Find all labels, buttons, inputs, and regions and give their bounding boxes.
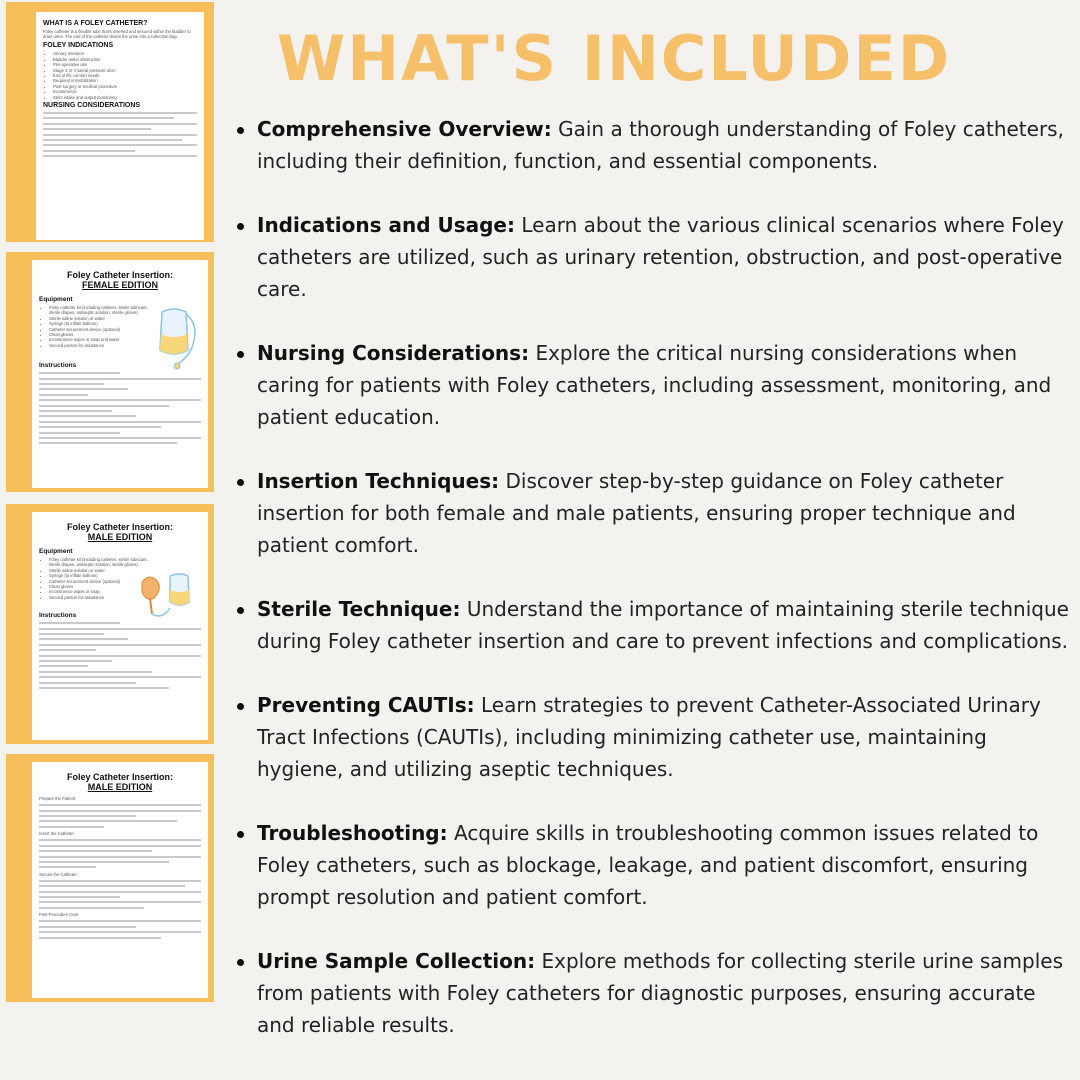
thumb-list — [43, 51, 197, 100]
feature-text: Explore methods for collecting sterile urine samples from patients with Foley catheters for diagnostic purposes, ensuring accurate and reliable results. — [257, 949, 1064, 1037]
thumb-list-item: • Stage 3 or 4 sacral pressure ulcer — [53, 68, 197, 73]
thumb-title-text: Foley Catheter Insertion: — [66, 522, 174, 532]
feature-title: Comprehensive Overview: — [257, 117, 552, 141]
thumb-subheading: Instructions — [39, 612, 77, 620]
thumb-subheading: Equipment — [39, 548, 73, 555]
feature-item — [236, 689, 1070, 785]
thumb-list-item: • Clean gloves — [49, 332, 153, 337]
thumb-section-label: Secure the Catheter: — [39, 871, 78, 877]
thumb-section-label: Insert the Catheter: — [39, 831, 75, 837]
thumb-list-item: • Incontinence — [53, 89, 197, 94]
feature-text: Gain a thorough understanding of Foley catheters, including their definition, function, and essential components. — [257, 117, 1064, 173]
thumb-list-item: • Incontinence wipes or soap — [49, 589, 149, 594]
page-title: WHAT'S INCLUDED — [276, 22, 952, 95]
thumb-text-lines — [43, 112, 197, 157]
thumb-text-lines — [39, 880, 201, 909]
feature-item — [236, 817, 1070, 913]
bladder-catheter-illustration — [136, 568, 194, 624]
feature-title: Nursing Considerations: — [257, 341, 530, 365]
thumb-title — [39, 270, 201, 290]
thumb-list-item: • Urinary retention — [53, 51, 197, 56]
thumb-title — [39, 522, 201, 542]
feature-title: Troubleshooting: — [257, 821, 448, 845]
thumbnail-column — [0, 0, 222, 1080]
thumbnail-page — [32, 260, 208, 488]
thumb-heading: FOLEY INDICATIONS — [43, 42, 114, 50]
feature-item — [236, 465, 1070, 561]
feature-title: Urine Sample Collection: — [257, 949, 536, 973]
thumb-list-item: • Foley catheter kit (including catheter, sterile lubricant, sterile drapes, antiseptic solution, sterile gloves) — [49, 557, 149, 568]
thumb-list — [39, 557, 149, 600]
feature-text: Learn about the various clinical scenarios where Foley catheters are utilized, such as urinary retention, obstruction, and post-operative care. — [257, 213, 1064, 301]
thumb-list-item: • Clean gloves — [49, 584, 149, 589]
thumb-list-item: • Second person for assistance — [49, 595, 149, 600]
feature-title: Insertion Techniques: — [257, 469, 500, 493]
thumbnail-page — [32, 512, 208, 740]
thumb-intro: Foley catheter is a flexible tube that's inserted and secured within the bladder to drain urine. The end of the catheter drains the urine into a collection bag. — [43, 29, 191, 40]
thumb-heading: WHAT IS A FOLEY CATHETER? — [43, 20, 148, 27]
thumb-subheading: Equipment — [39, 296, 73, 303]
thumb-title-text: Foley Catheter Insertion: — [66, 772, 174, 782]
thumb-list-item: • Strict intake and output monitoring — [53, 95, 197, 100]
thumb-section-label: Post-Procedure Care: — [39, 912, 80, 918]
feature-text: Acquire skills in troubleshooting common issues related to Foley catheters, such as blockage, leakage, and patient discomfort, ensuring prompt resolution and patient comfort. — [257, 821, 1039, 909]
feature-item — [236, 337, 1070, 433]
thumb-subheading: Instructions — [39, 362, 77, 370]
thumb-list-item: • Peri-operative use — [53, 62, 197, 67]
thumb-list-item: • Catheter securement device (optional) — [49, 327, 153, 332]
thumb-list — [39, 305, 153, 348]
thumb-list-item: • Post-surgery or medical procedure — [53, 84, 197, 89]
thumb-text-lines — [39, 804, 201, 828]
feature-item — [236, 593, 1070, 657]
thumb-list-item: • Foley catheter kit (including catheter, sterile lubricant, sterile drapes, antiseptic solution, sterile gloves) — [49, 305, 153, 316]
feature-item — [236, 945, 1070, 1041]
thumb-title-text: Foley Catheter Insertion: — [66, 270, 174, 280]
thumbnail-page — [36, 12, 204, 240]
thumb-list-item: • Required immobilization — [53, 78, 197, 83]
thumb-list-item: • Syringe (to inflate balloon) — [49, 573, 149, 578]
features-list — [236, 113, 1070, 1073]
thumb-list-item: • Sterile saline solution or water — [49, 568, 149, 573]
thumbnail-male-insertion — [6, 504, 214, 744]
thumb-list-item: • Syringe (to inflate balloon) — [49, 321, 153, 326]
thumb-list-item: • End of life comfort needs — [53, 73, 197, 78]
urine-bag-illustration — [148, 304, 200, 374]
thumb-title — [39, 772, 201, 792]
feature-title: Preventing CAUTIs: — [257, 693, 475, 717]
feature-item — [236, 113, 1070, 177]
thumb-edition: MALE EDITION — [87, 782, 153, 792]
thumb-heading: NURSING CONSIDERATIONS — [43, 102, 141, 110]
thumb-list-item: • Sterile saline solution or water — [49, 316, 153, 321]
thumbnail-female-insertion — [6, 252, 214, 492]
thumb-list-item: • Incontinence wipes or soap and water — [49, 337, 153, 342]
thumbnail-what-is-foley — [6, 2, 214, 242]
thumb-text-lines — [39, 622, 201, 689]
thumb-list-item: • Second person for assistance — [49, 343, 153, 348]
feature-title: Sterile Technique: — [257, 597, 461, 621]
feature-text: Explore the critical nursing considerations when caring for patients with Foley catheters, including assessment, monitoring, and patient education. — [257, 341, 1052, 429]
thumb-edition: MALE EDITION — [87, 532, 153, 542]
feature-text: Understand the importance of maintaining sterile technique during Foley catheter insertion and care to prevent infections and complications. — [257, 597, 1069, 653]
feature-item — [236, 209, 1070, 305]
thumb-list-item: • Catheter securement device (optional) — [49, 579, 149, 584]
thumbnail-male-insertion-cont — [6, 754, 214, 1002]
thumb-edition: FEMALE EDITION — [82, 280, 158, 290]
feature-title: Indications and Usage: — [257, 213, 515, 237]
thumb-text-lines — [39, 920, 201, 938]
thumbnail-page — [32, 762, 208, 998]
feature-text: Discover step-by-step guidance on Foley catheter insertion for both female and male patients, ensuring proper technique and patient comfort. — [257, 469, 1016, 557]
thumb-text-lines — [39, 839, 201, 868]
thumb-list-item: • Bladder outlet obstruction — [53, 57, 197, 62]
feature-text: Learn strategies to prevent Catheter-Associated Urinary Tract Infections (CAUTIs), including minimizing catheter use, maintaining hygiene, and utilizing aseptic techniques. — [257, 693, 1041, 781]
thumb-section-label: Prepare the Patient: — [39, 796, 77, 801]
thumb-text-lines — [39, 372, 201, 444]
